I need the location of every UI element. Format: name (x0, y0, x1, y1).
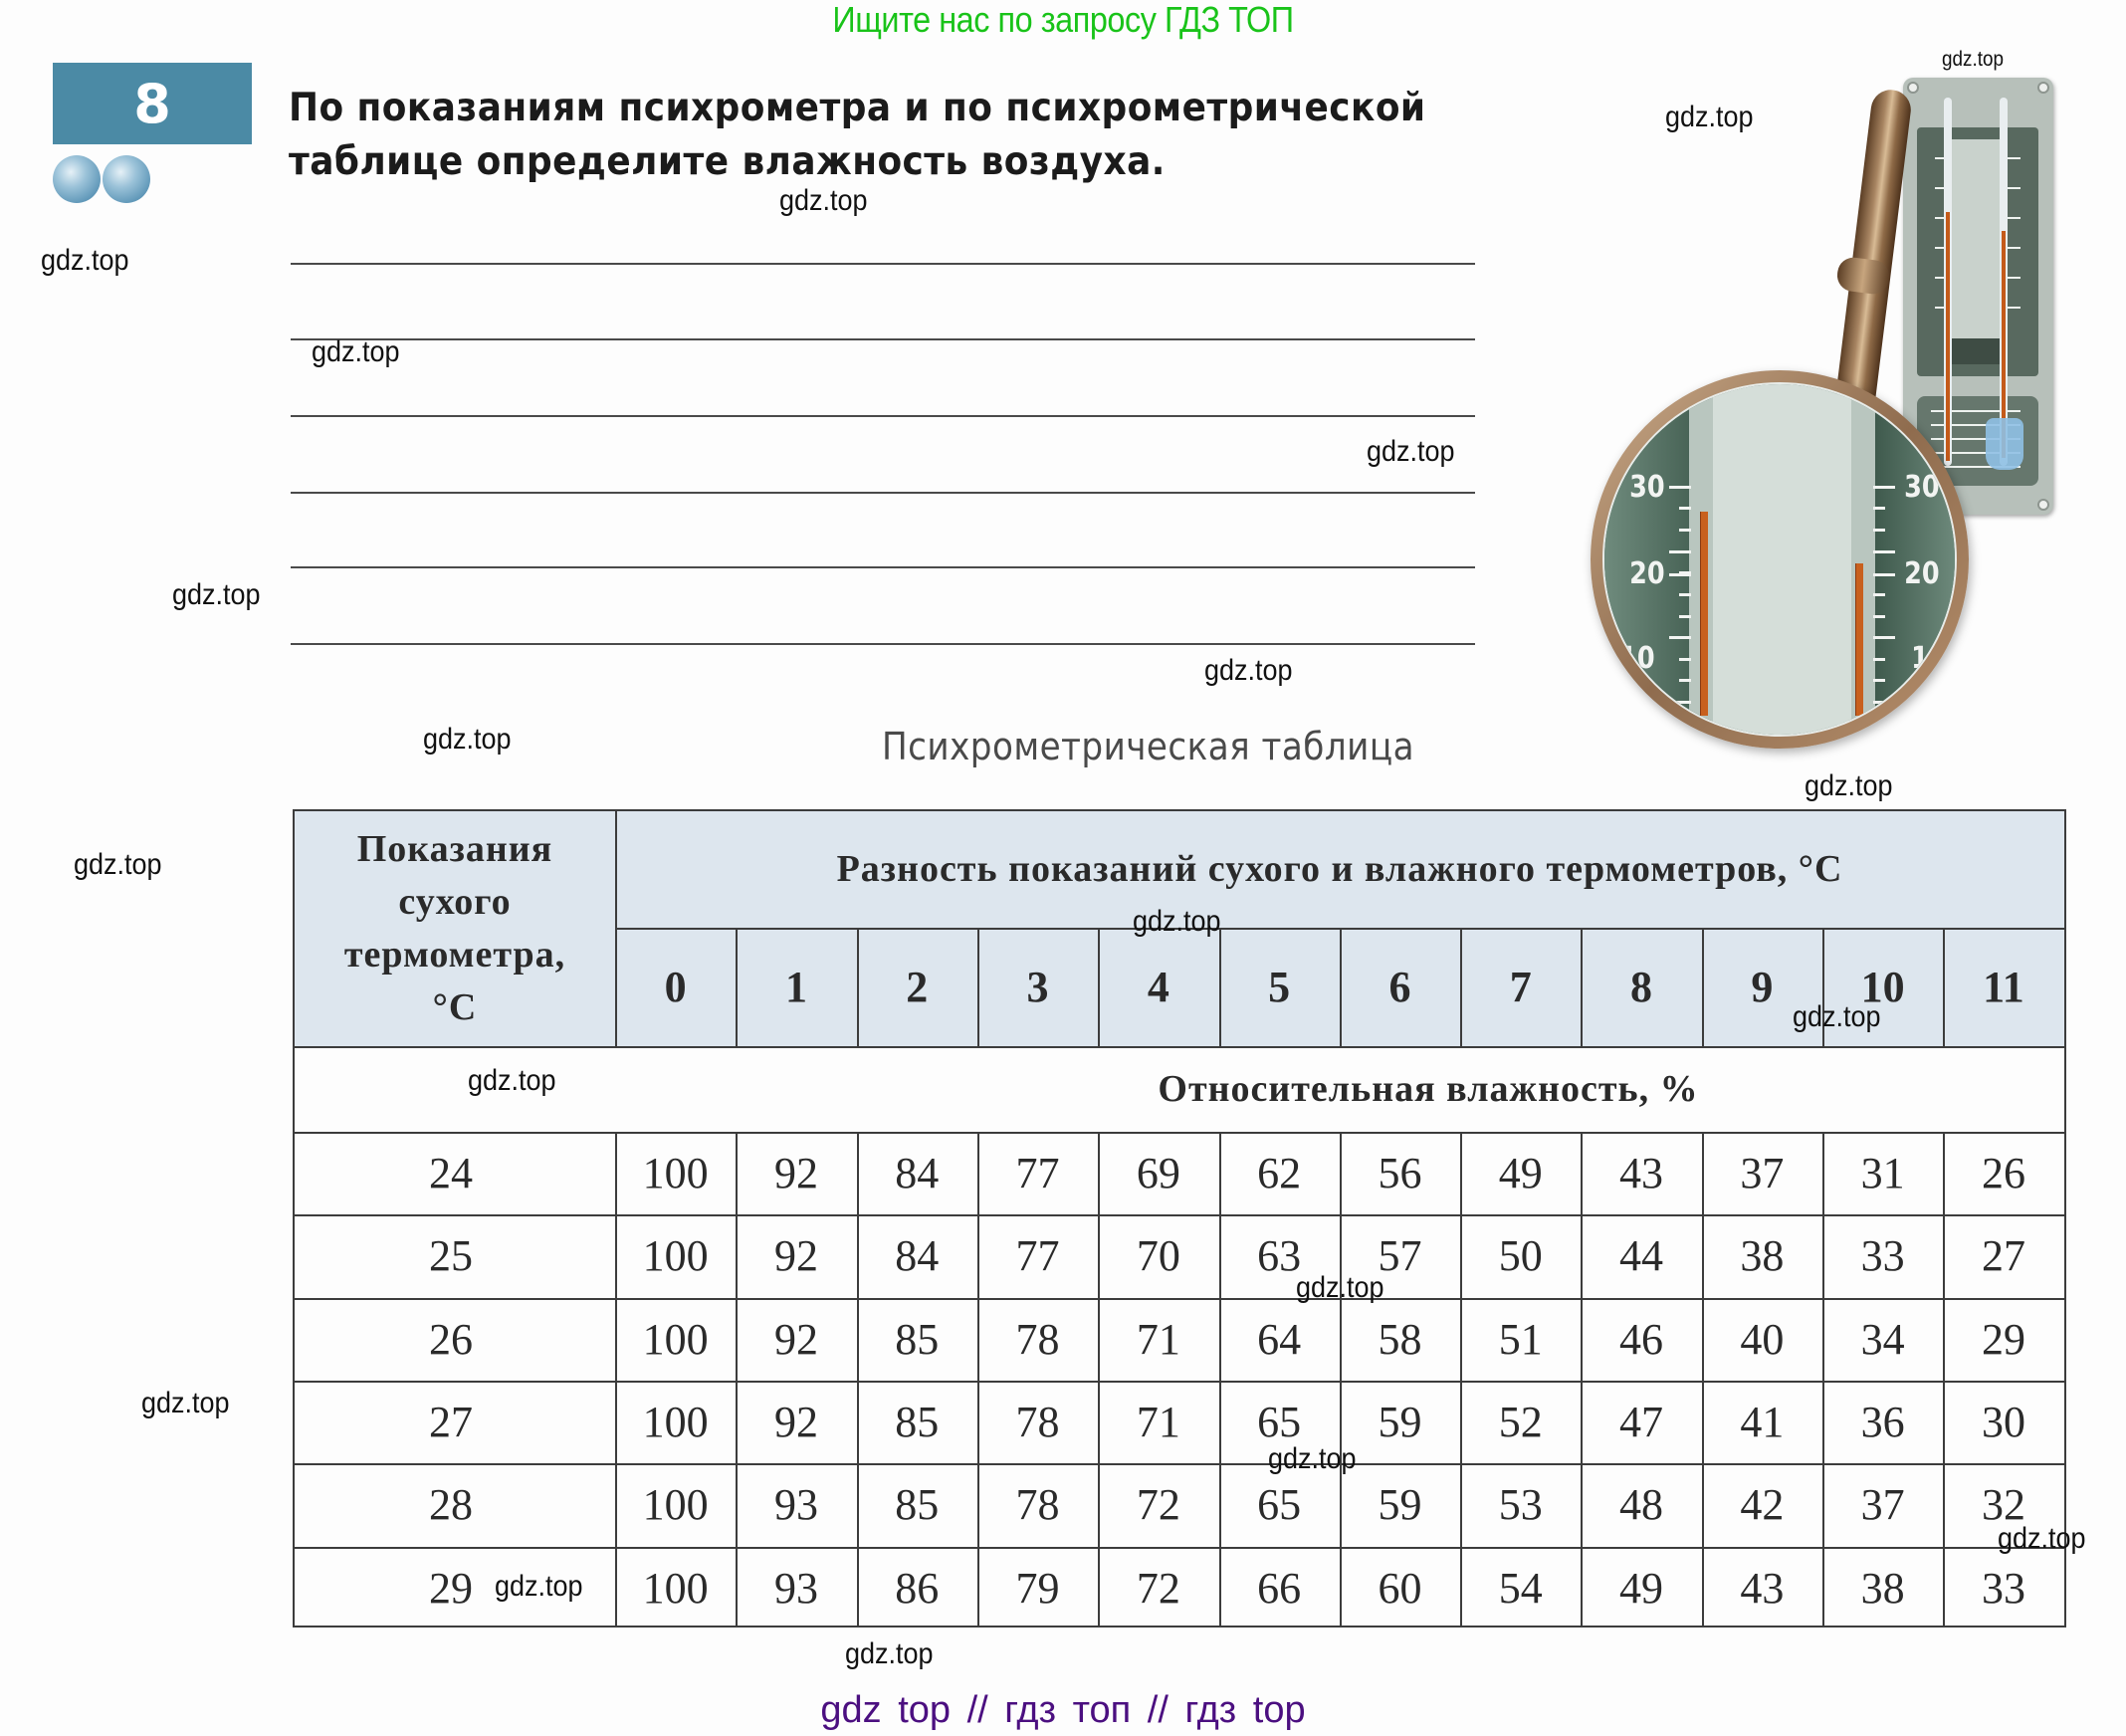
column-header-diff: 7 (1509, 963, 1532, 1011)
grid-line (736, 1132, 738, 1626)
grid-line (1943, 1132, 1945, 1626)
grid-line (1340, 928, 1342, 1046)
watermark-text: gdz.top (1133, 905, 1221, 938)
humidity-cell: 30 (1981, 1398, 2025, 1447)
watermark-text: gdz.top (312, 335, 400, 368)
humidity-cell: 69 (1136, 1149, 1180, 1198)
humidity-cell: 51 (1498, 1314, 1543, 1364)
humidity-cell: 65 (1257, 1398, 1302, 1447)
dry-temp-cell: 26 (429, 1314, 473, 1364)
column-header-diff: 9 (1751, 963, 1774, 1011)
humidity-cell: 92 (773, 1314, 818, 1364)
watermark-text: gdz.top (1998, 1522, 2086, 1555)
task-title (289, 82, 1516, 189)
humidity-cell: 72 (1136, 1563, 1180, 1613)
humidity-cell: 71 (1136, 1314, 1180, 1364)
humidity-cell: 47 (1619, 1398, 1664, 1447)
humidity-cell: 40 (1740, 1314, 1785, 1364)
humidity-cell: 70 (1136, 1231, 1180, 1281)
column-header-diff: 2 (906, 963, 929, 1011)
humidity-cell: 57 (1378, 1231, 1422, 1281)
humidity-cell: 32 (1981, 1480, 2025, 1530)
dry-temp-cell: 27 (429, 1398, 473, 1447)
humidity-cell: 59 (1378, 1480, 1422, 1530)
grid-line (1219, 1132, 1221, 1626)
humidity-cell: 34 (1860, 1314, 1905, 1364)
humidity-cell: 85 (895, 1398, 940, 1447)
humidity-cell: 50 (1498, 1231, 1543, 1281)
humidity-cell: 56 (1378, 1149, 1422, 1198)
difficulty-dot-icon (103, 155, 150, 203)
scale-label: 20 (1904, 556, 1940, 591)
magnifier-lens (1602, 382, 1957, 737)
grid-line (1460, 1132, 1462, 1626)
answer-line[interactable] (291, 566, 1475, 568)
humidity-cell: 31 (1860, 1149, 1905, 1198)
humidity-cell: 43 (1619, 1149, 1664, 1198)
humidity-cell: 77 (1015, 1231, 1060, 1281)
grid-line (295, 1298, 2064, 1300)
grid-line (295, 1381, 2064, 1383)
humidity-cell: 46 (1619, 1314, 1664, 1364)
grid-line (1581, 1132, 1583, 1626)
difficulty-dot-icon (53, 155, 101, 203)
humidity-cell: 92 (773, 1398, 818, 1447)
grid-line (1943, 928, 1945, 1046)
grid-line (295, 1132, 2064, 1134)
humidity-cell: 66 (1257, 1563, 1302, 1613)
mount-hole-icon (2037, 499, 2049, 511)
humidity-cell: 27 (1981, 1231, 2025, 1281)
humidity-cell: 49 (1498, 1149, 1543, 1198)
scale-label: 10 (1619, 641, 1655, 676)
watermark-text: gdz.top (1367, 435, 1455, 468)
humidity-cell: 100 (642, 1231, 709, 1281)
grid-line (1822, 1132, 1824, 1626)
footer-watermark: gdz top // гдз топ // гдз top (820, 1689, 1306, 1731)
watermark-text: gdz.top (495, 1570, 583, 1603)
scale-label: 10 (1911, 641, 1947, 676)
grid-line (857, 1132, 859, 1626)
humidity-cell: 79 (1015, 1563, 1060, 1613)
column-header-diff: 1 (784, 963, 807, 1011)
watermark-text: gdz.top (1665, 101, 1754, 133)
wet-wick-icon (1986, 418, 2023, 470)
humidity-cell: 48 (1619, 1480, 1664, 1530)
humidity-cell: 72 (1136, 1480, 1180, 1530)
humidity-cell: 42 (1740, 1480, 1785, 1530)
watermark-text: gdz.top (1942, 48, 2005, 71)
grid-line (295, 1214, 2064, 1216)
row-header-line: сухого (398, 881, 512, 923)
humidity-cell: 77 (1015, 1149, 1060, 1198)
humidity-cell: 49 (1619, 1563, 1664, 1613)
column-header-diff: 3 (1026, 963, 1049, 1011)
humidity-cell: 78 (1015, 1480, 1060, 1530)
grid-line (295, 1547, 2064, 1549)
column-header-diff: 11 (1983, 963, 2024, 1011)
dry-temp-cell: 25 (429, 1231, 473, 1281)
humidity-cell: 59 (1378, 1398, 1422, 1447)
row-header (295, 811, 615, 1046)
grid-line (1098, 1132, 1100, 1626)
watermark-text: gdz.top (41, 244, 129, 277)
wet-column-magnified (1855, 563, 1863, 716)
humidity-cell: 58 (1378, 1314, 1422, 1364)
grid-line (1702, 928, 1704, 1046)
watermark-text: gdz.top (1296, 1271, 1384, 1304)
humidity-cell: 86 (895, 1563, 940, 1613)
humidity-cell: 41 (1740, 1398, 1785, 1447)
humidity-cell: 44 (1619, 1231, 1664, 1281)
scale-label: 30 (1904, 470, 1940, 505)
humidity-cell: 54 (1498, 1563, 1543, 1613)
grid-line (615, 811, 617, 1046)
task-number-badge (53, 63, 252, 144)
humidity-cell: 93 (773, 1480, 818, 1530)
column-header-diff: 0 (664, 963, 687, 1011)
humidity-cell: 52 (1498, 1398, 1543, 1447)
grid-line (1460, 928, 1462, 1046)
grid-line (1581, 928, 1583, 1046)
watermark-text: gdz.top (141, 1387, 230, 1419)
humidity-cell: 26 (1981, 1149, 2025, 1198)
humidity-cell: 38 (1740, 1231, 1785, 1281)
humidity-cell: 33 (1981, 1563, 2025, 1613)
humidity-cell: 100 (642, 1398, 709, 1447)
column-group-header: Разность показаний сухого и влажного термометров, °C (836, 848, 1843, 890)
answer-line[interactable] (291, 415, 1475, 417)
watermark-text: gdz.top (1805, 769, 1893, 802)
promo-banner: Ищите нас по запросу ГДЗ ТОП (832, 0, 1294, 40)
grid-line (857, 928, 859, 1046)
watermark-text: gdz.top (172, 578, 261, 611)
scale-label: 30 (1629, 470, 1665, 505)
humidity-cell: 71 (1136, 1398, 1180, 1447)
humidity-cell: 92 (773, 1231, 818, 1281)
humidity-cell: 37 (1740, 1149, 1785, 1198)
humidity-cell: 36 (1860, 1398, 1905, 1447)
mount-hole-icon (2037, 82, 2049, 94)
humidity-cell: 37 (1860, 1480, 1905, 1530)
humidity-cell: 43 (1740, 1563, 1785, 1613)
watermark-text: gdz.top (1793, 1000, 1881, 1033)
humidity-cell: 100 (642, 1480, 709, 1530)
grid-line (977, 1132, 979, 1626)
task-title-line: таблице определите влажность воздуха. (289, 139, 1166, 184)
column-header-diff: 6 (1388, 963, 1411, 1011)
row-header-line: Показания (356, 828, 553, 870)
humidity-cell: 85 (895, 1314, 940, 1364)
humidity-cell: 93 (773, 1563, 818, 1613)
humidity-cell: 78 (1015, 1314, 1060, 1364)
humidity-subheader: Относительная влажность, % (1158, 1067, 1699, 1110)
row-header-line: термометра, (343, 934, 566, 976)
grid-line (1702, 1132, 1704, 1626)
task-title-line: По показаниям психрометра и по психрометрической (289, 86, 1426, 130)
dry-temp-cell: 28 (429, 1480, 473, 1530)
dry-temp-cell: 24 (429, 1149, 473, 1198)
answer-line[interactable] (291, 263, 1475, 265)
grid-line (295, 1046, 2064, 1048)
humidity-cell: 84 (895, 1149, 940, 1198)
thermometer-scale-panel (1917, 127, 2038, 376)
grid-line (1219, 928, 1221, 1046)
dry-column-magnified (1700, 512, 1708, 716)
humidity-cell: 29 (1981, 1314, 2025, 1364)
humidity-cell: 65 (1257, 1480, 1302, 1530)
humidity-cell: 78 (1015, 1398, 1060, 1447)
humidity-cell: 100 (642, 1563, 709, 1613)
humidity-cell: 100 (642, 1149, 709, 1198)
scale-label: 20 (1629, 556, 1665, 591)
answer-line[interactable] (291, 643, 1475, 645)
answer-line[interactable] (291, 492, 1475, 494)
column-header-diff: 10 (1860, 963, 1905, 1011)
grid-line (977, 928, 979, 1046)
table-caption: Психрометрическая таблица (882, 725, 1414, 768)
humidity-cell: 85 (895, 1480, 940, 1530)
grid-line (1098, 928, 1100, 1046)
dry-temp-cell: 29 (429, 1563, 473, 1613)
row-header-line: °C (432, 986, 478, 1028)
grid-line (615, 1132, 617, 1626)
column-header-diff: 5 (1268, 963, 1291, 1011)
mount-hole-icon (1907, 82, 1919, 94)
humidity-cell: 84 (895, 1231, 940, 1281)
grid-line (295, 1463, 2064, 1465)
watermark-text: gdz.top (423, 723, 512, 756)
humidity-cell: 100 (642, 1314, 709, 1364)
humidity-cell: 62 (1257, 1149, 1302, 1198)
column-header-diff: 8 (1630, 963, 1653, 1011)
magnifier-handle (1833, 88, 1913, 418)
humidity-cell: 92 (773, 1149, 818, 1198)
humidity-cell: 64 (1257, 1314, 1302, 1364)
column-header-diff: 4 (1147, 963, 1169, 1011)
watermark-text: gdz.top (1204, 654, 1293, 687)
watermark-text: gdz.top (74, 848, 162, 881)
humidity-cell: 53 (1498, 1480, 1543, 1530)
grid-line (736, 928, 738, 1046)
watermark-text: gdz.top (1268, 1442, 1357, 1475)
answer-line[interactable] (291, 338, 1475, 340)
humidity-cell: 63 (1257, 1231, 1302, 1281)
humidity-cell: 38 (1860, 1563, 1905, 1613)
watermark-text: gdz.top (468, 1064, 556, 1097)
grid-line (1340, 1132, 1342, 1626)
humidity-cell: 33 (1860, 1231, 1905, 1281)
watermark-text: gdz.top (845, 1637, 934, 1670)
watermark-text: gdz.top (779, 184, 868, 217)
task-number: 8 (133, 72, 171, 135)
humidity-cell: 60 (1378, 1563, 1422, 1613)
